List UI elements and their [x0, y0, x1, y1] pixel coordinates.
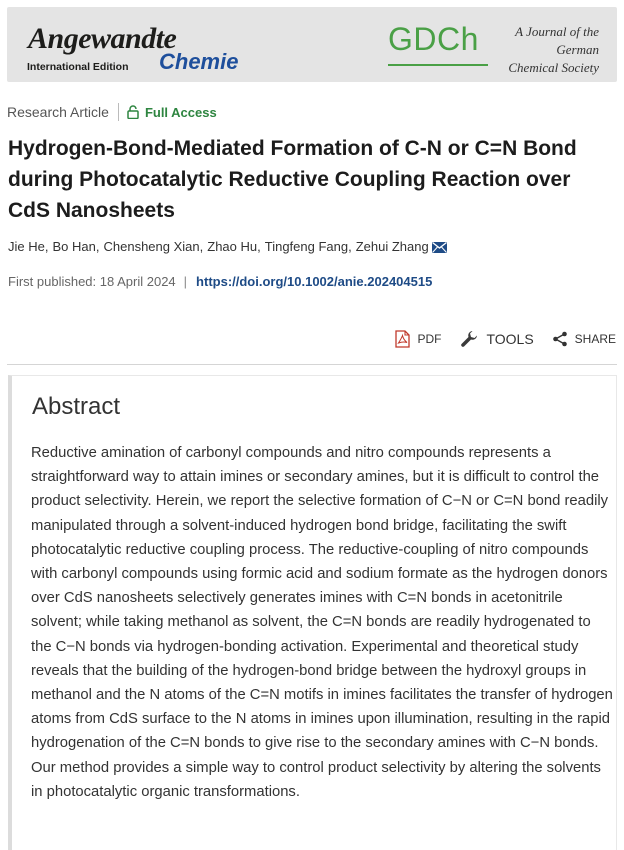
- share-icon: [552, 331, 568, 347]
- journal-edition: International Edition: [27, 61, 129, 73]
- author-link[interactable]: Zehui Zhang: [355, 239, 429, 254]
- author-list: Jie He , Bo Han , Chensheng Xian , Zhao Hu , Tingfeng Fang , Zehui Zhang: [8, 239, 447, 254]
- article-meta: [7, 103, 217, 121]
- first-published: First published: 18 April 2024: [8, 274, 176, 289]
- pdf-icon: [395, 330, 410, 348]
- article-title: Hydrogen-Bond-Mediated Formation of C-N or C=N Bond during Photocatalytic Reductive Coupling Reaction over CdS Nanosheets: [8, 137, 577, 222]
- doi-link[interactable]: https://doi.org/10.1002/anie.202404515: [196, 274, 433, 289]
- society-tagline-line-2: German: [556, 42, 599, 57]
- abstract-heading: Abstract: [32, 393, 121, 420]
- author-link[interactable]: Tingfeng Fang: [264, 239, 349, 254]
- journal-chemie: Chemie: [159, 49, 239, 74]
- article-toolbar: [377, 329, 616, 349]
- article-type: Research Article: [7, 104, 109, 120]
- toolbar-divider: [7, 364, 617, 365]
- share-label: SHARE: [574, 332, 616, 346]
- pdf-label: PDF: [417, 332, 442, 346]
- author-link[interactable]: Jie He: [8, 239, 45, 254]
- author-link[interactable]: Zhao Hu: [207, 239, 258, 254]
- society-tagline-line-3: Chemical Society: [508, 60, 599, 75]
- society-tagline: [489, 23, 599, 77]
- journal-name: Angewandte: [28, 22, 177, 55]
- mail-icon[interactable]: [432, 241, 447, 252]
- journal-banner[interactable]: [7, 7, 617, 82]
- wrench-icon: [459, 329, 479, 349]
- society-tagline-line-1: A Journal of the: [515, 24, 599, 39]
- gdch-logo-underline: [388, 64, 488, 66]
- meta-divider: [118, 103, 119, 121]
- tools-button[interactable]: [459, 329, 533, 349]
- pdf-button[interactable]: [395, 330, 441, 348]
- gdch-logo[interactable]: GDCh: [388, 21, 479, 57]
- publication-info: First published: 18 April 2024 | https://doi.org/10.1002/anie.202404515: [8, 274, 433, 289]
- share-button[interactable]: [552, 331, 616, 347]
- lock-icon: [127, 105, 139, 119]
- author-link[interactable]: Bo Han: [52, 239, 96, 254]
- tools-label: TOOLS: [486, 331, 534, 347]
- author-link[interactable]: Chensheng Xian: [103, 239, 200, 254]
- abstract-text: Reductive amination of carbonyl compounds and nitro compounds represents a straightforward way to attain imines or secondary amines, but it is difficult to control the product selectivity. Herein, we report the selective formation of C−N or C=N bond readily manipulated through a solvent-induced hydrogen bond bridge, facilitating the swift photocatalytic reductive coupling process. The reductive-coupling of nitro compounds with carbonyl compounds using formic acid and sodium formate as the hydrogen donors over CdS nanosheets selectively generates imines with C=N bonds in acetonitrile solvent; while taking methanol as solvent, the C=N bonds are readily hydrogenated to the C−N bonds via hydrogen-bonding activation. Experimental and theoretical study reveals that the building of the hydrogen-bond bridge between the hydroxyl groups in methanol and the N atoms of the C=N motifs in imines facilitates the transfer of hydrogen atoms from CdS surface to the N atoms in imines upon illumination, resulting in the rapid hydrogenation of the C=N bonds to give rise to the secondary amines with C−N bonds. Our method provides a simple way to control product selectivity by altering the solvents in photocatalytic organic transformations.: [31, 445, 613, 800]
- full-access-badge: Full Access: [144, 104, 217, 120]
